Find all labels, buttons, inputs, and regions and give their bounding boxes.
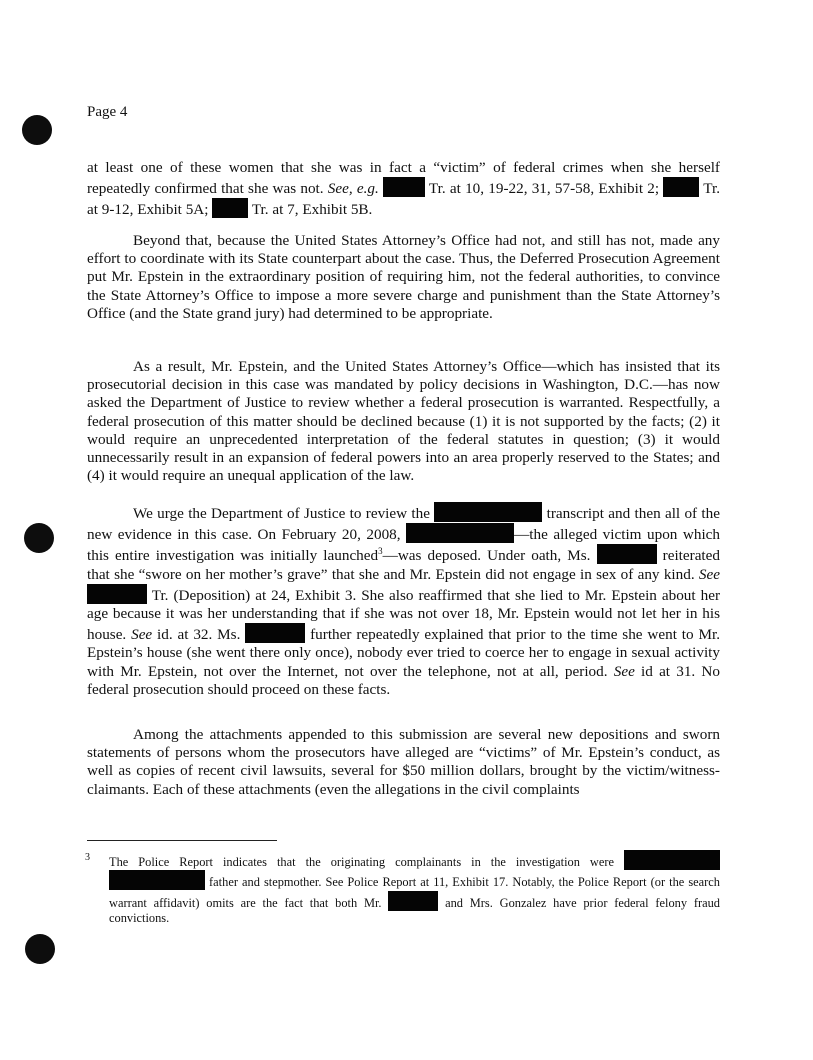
text-run: —was deposed. Under oath, Ms. xyxy=(382,547,597,565)
redaction-box xyxy=(406,523,514,543)
text-run: father and stepmother. See Police Report at 11, Exhibit 17. Notably, the Police Report (or the search warrant affidavit) omits are the fact that both Mr. xyxy=(109,875,720,910)
footnote xyxy=(87,850,720,927)
text-run: transcript and then all of the new evidence in this case. On February 20, 2008, xyxy=(87,505,720,544)
footnote-body xyxy=(87,850,720,927)
text-run: reiterated that she “swore on her mother’s grave” that she and Mr. Epstein did not engage in sex of any kind. xyxy=(87,547,720,583)
text-run: Beyond that, because the United States Attorney’s Office had not, and still has not, made any effort to coordinate with its State counterpart about the case. Thus, the Deferred Prosecution Agreement put Mr. Epstein in the extraordinary position of requiring him, not the federal authorities, to convince the State Attorney’s Office to impose a more severe charge and punishment than the State Attorney’s Office (and the State grand jury) had determined to be appropriate. xyxy=(87,232,720,322)
punch-hole-bottom xyxy=(25,934,55,964)
text-run: —the alleged victim upon which this entire investigation was initially launched xyxy=(87,526,721,565)
page-number: Page 4 xyxy=(87,104,128,120)
text-run: Among the attachments appended to this submission are several new depositions and sworn statements of persons whom the prosecutors have alleged are “victims” of Mr. Epstein’s conduct, as well as copies of recent civil lawsuits, several for $50 million dollars, brought by the victim/witness-claimants. Each of these attachments (even the allegations in the civil complaints xyxy=(87,726,720,798)
redaction-box xyxy=(663,177,699,197)
redaction-box xyxy=(388,891,438,911)
redaction-box xyxy=(624,850,720,870)
citation-signal: See xyxy=(698,565,720,583)
text-run: id. at 32. Ms. xyxy=(152,626,246,644)
text-run: Tr. (Deposition) at 24, Exhibit 3. She also reaffirmed that she lied to Mr. Epstein about her age because it was her understanding that if she was not over 18, Mr. Epstein would not let her in his house. xyxy=(87,586,720,644)
text-run: at least one of these women that she was in fact a “victim” of federal crimes when she herself repeatedly confirmed that she was not. xyxy=(87,159,720,198)
text-run: The Police Report indicates that the originating complainants in the investigation were xyxy=(109,855,624,869)
redaction-box xyxy=(597,544,657,564)
text-run: Tr. at 7, Exhibit 5B. xyxy=(248,201,373,219)
citation-signal: See, e.g. xyxy=(327,180,379,198)
redaction-box xyxy=(109,870,205,890)
punch-hole-middle xyxy=(24,523,54,553)
text-run: We urge the Department of Justice to review the xyxy=(133,505,435,522)
text-run: As a result, Mr. Epstein, and the United States Attorney’s Office—which has insisted that its prosecutorial decision in this case was mandated by policy decisions in Washington, D.C.—has now asked the Department of Justice to review whether a federal prosecution is warranted. Respectfully, a federal prosecution of this matter should be declined because (1) it is not supported by the facts; (2) it would require an unprecedented interpretation of the federal statutes in question; (3) it would unnecessarily result in an expansion of federal powers into an area properly reserved to the States; and (4) it would require an unequal application of the law. xyxy=(87,358,720,485)
redaction-box xyxy=(245,623,305,643)
text-run: and Mrs. Gonzalez have prior federal felony fraud convictions. xyxy=(109,895,720,926)
text-run: id at 31. No federal prosecution should proceed on these facts. xyxy=(87,662,720,698)
paragraph-4 xyxy=(87,726,720,799)
redaction-box xyxy=(87,584,147,604)
paragraph-1 xyxy=(87,232,720,323)
paragraph-3 xyxy=(87,502,720,699)
redaction-box xyxy=(383,177,425,197)
citation-signal: See xyxy=(131,626,153,644)
citation-signal: See xyxy=(613,662,635,680)
footnote-number: 3 xyxy=(85,852,90,863)
text-run: Tr. at 9-12, Exhibit 5A; xyxy=(87,180,721,219)
text-run: Tr. at 10, 19-22, 31, 57-58, Exhibit 2; xyxy=(425,180,664,198)
text-run: further repeatedly explained that prior to the time she went to Mr. Epstein’s house (she went there only once), nobody ever tried to coerce her to engage in sexual activity with Mr. Epstein, not over the Internet, not over the telephone, not at all, period. xyxy=(87,626,720,680)
footnote-ref: 3 xyxy=(378,546,383,557)
redaction-box xyxy=(434,502,542,522)
redaction-box xyxy=(212,198,248,218)
paragraph-0 xyxy=(87,159,720,220)
footnote-rule xyxy=(87,840,277,841)
punch-hole-top xyxy=(22,115,52,145)
paragraph-2 xyxy=(87,358,720,485)
